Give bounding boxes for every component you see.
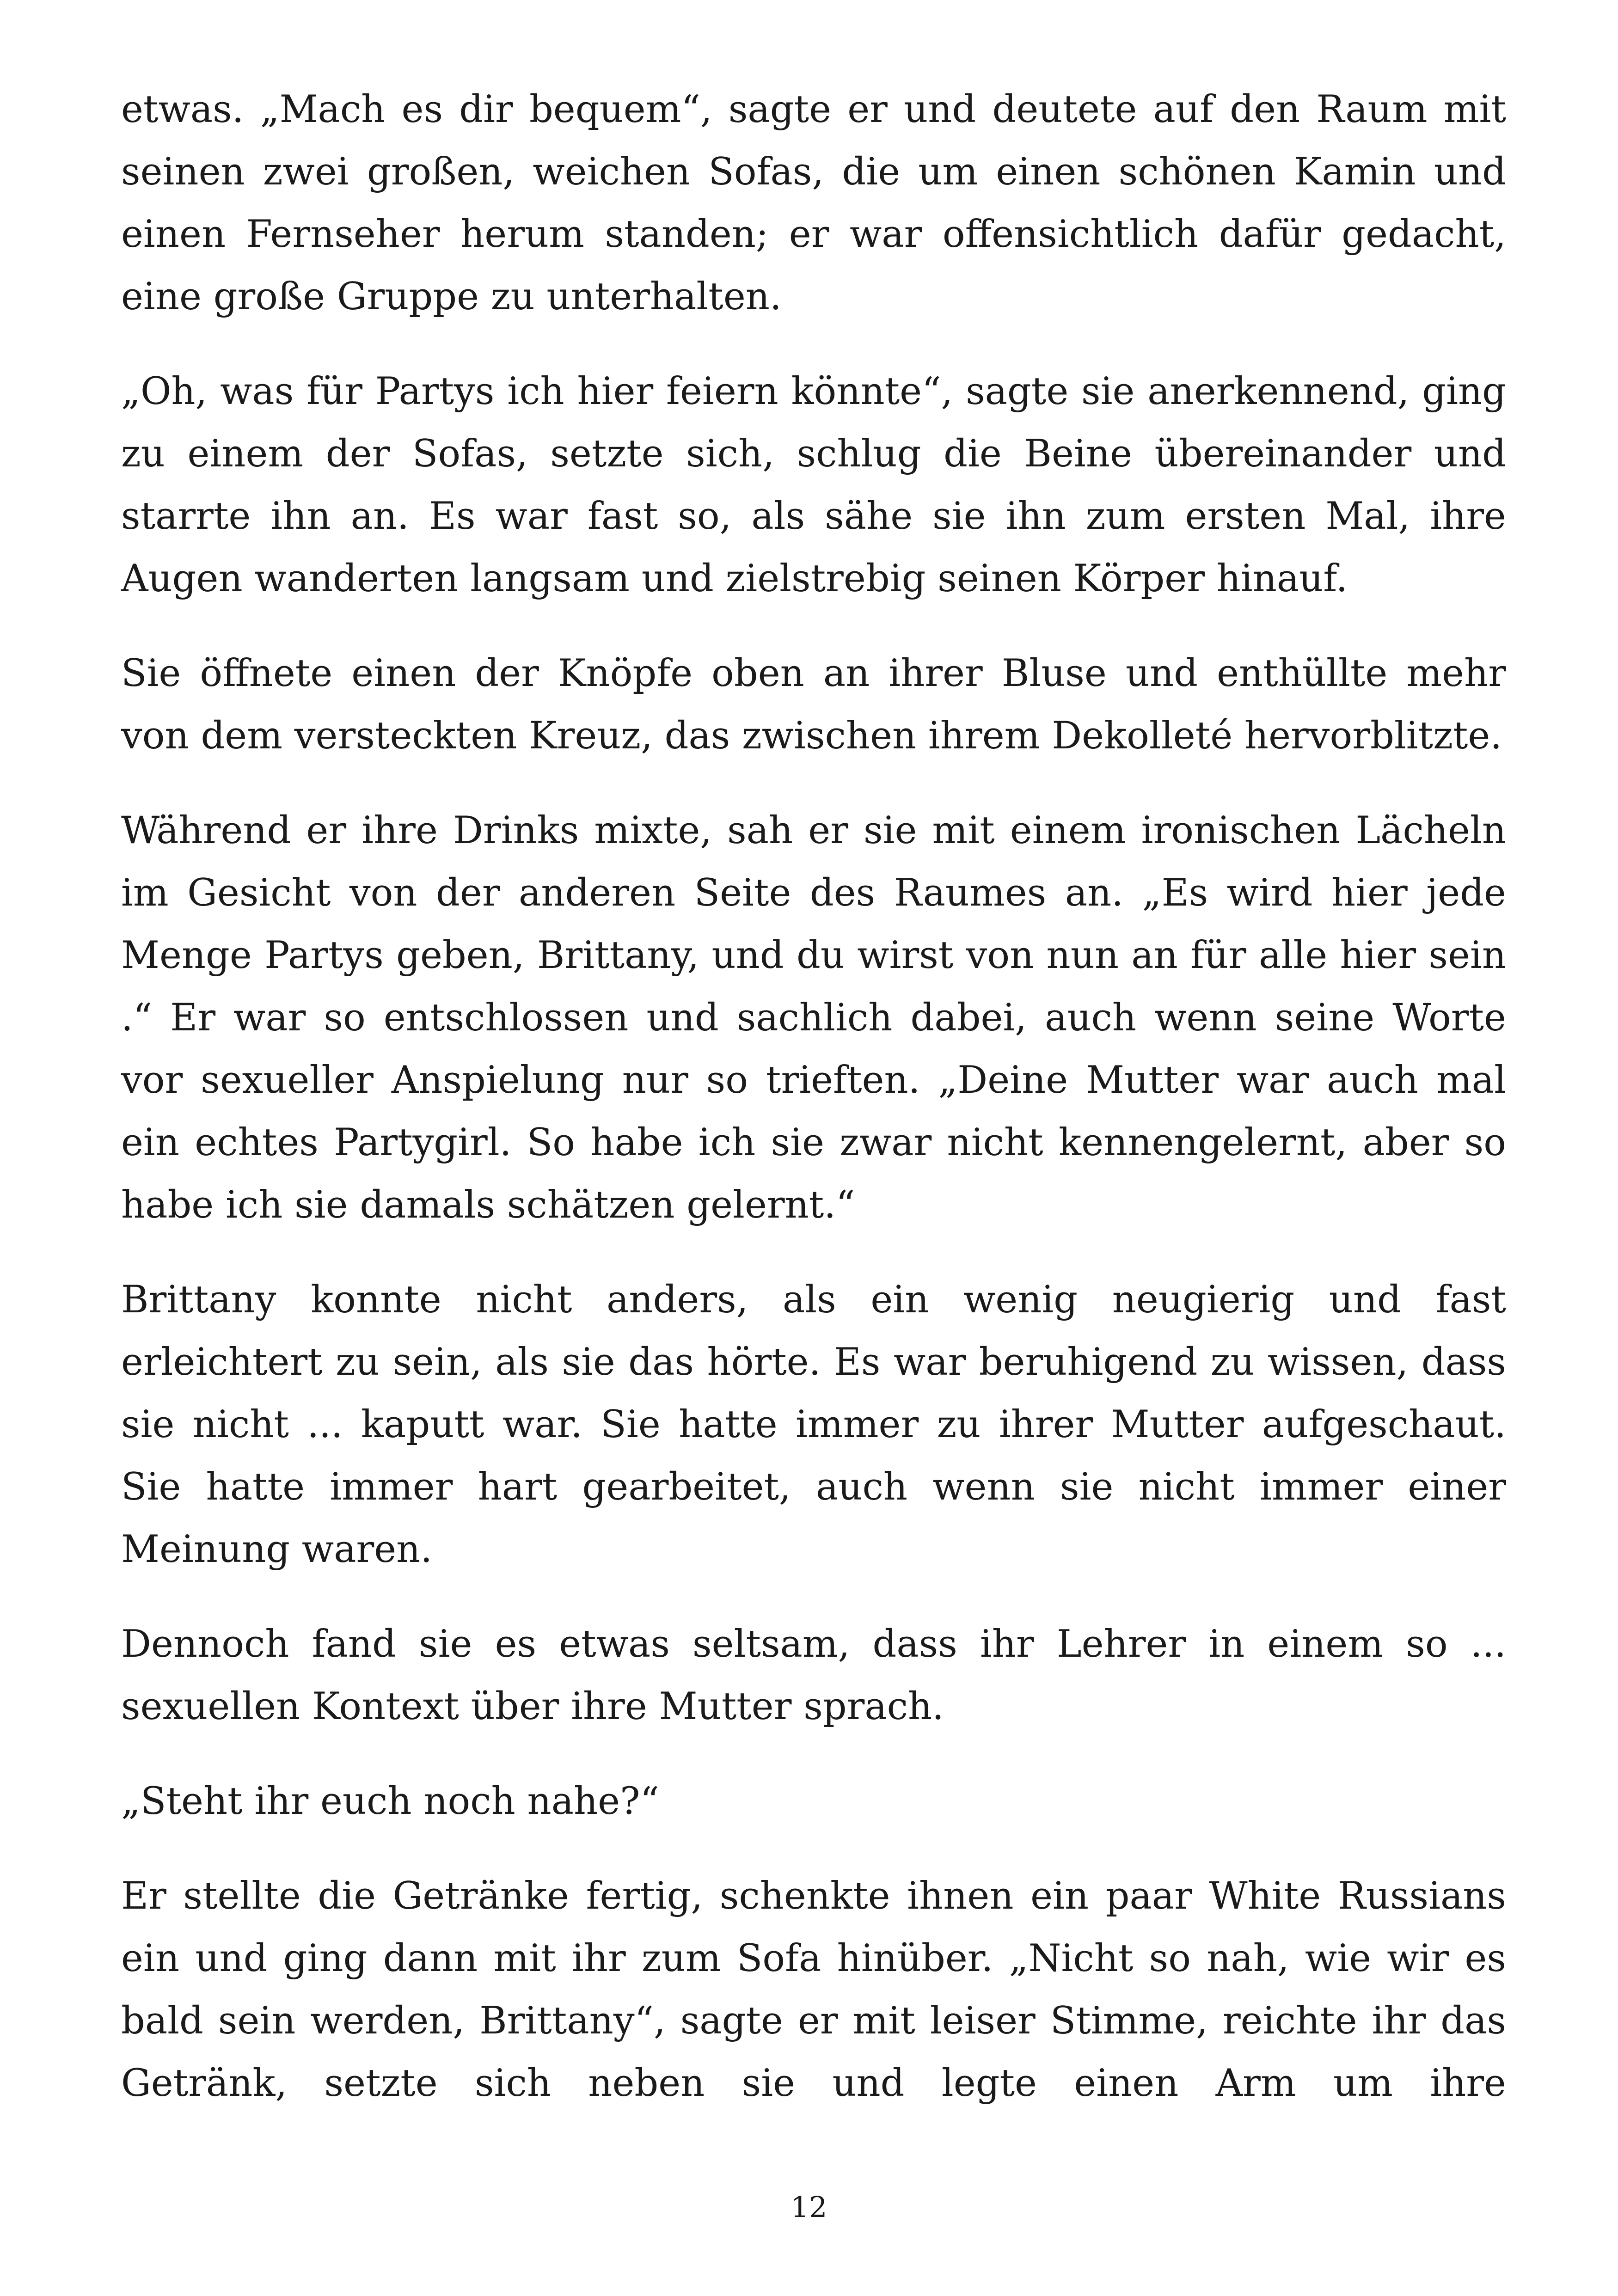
paragraph-5: Brittany konnte nicht anders, als ein wenig neugierig und fast erleichtert zu sein, als sie das hörte. Es war beruhigend zu wissen, dass sie nicht ... kaputt war. Sie hatte immer zu ihrer Mutter aufgeschaut. Sie hatte immer hart gearbeitet, auch wenn sie nicht immer einer Meinung waren. (121, 1278, 1506, 1571)
paragraph-6: Dennoch fand sie es etwas seltsam, dass ihr Lehrer in einem so ... sexuellen Kontext über ihre Mutter sprach. (121, 1623, 1506, 1728)
paragraph-8: Er stellte die Getränke fertig, schenkte ihnen ein paar White Russians ein und ging dann mit ihr zum Sofa hinüber. „Nicht so nah, wie wir es bald sein werden, Brittany“, sagte er mit leiser Stimme, reichte ihr das Getränk, setzte sich neben sie und legte einen Arm um ihre (121, 1874, 1506, 2105)
paragraph-7: „Steht ihr euch noch nahe?“ (121, 1780, 659, 1823)
body-text (121, 79, 1506, 2115)
paragraph-2: „Oh, was für Partys ich hier feiern könnte“, sagte sie anerkennend, ging zu einem der Sofas, setzte sich, schlug die Beine übereinander und starrte ihn an. Es war fast so, als sähe sie ihn zum ersten Mal, ihre Augen wanderten langsam und zielstrebig seinen Körper hinauf. (121, 370, 1506, 600)
page-number: 12 (791, 2190, 827, 2224)
paragraph-1: etwas. „Mach es dir bequem“, sagte er und deutete auf den Raum mit seinen zwei großen, weichen Sofas, die um einen schönen Kamin und einen Fernseher herum standen; er war offensichtlich dafür gedacht, eine große Gruppe zu unterhalten. (121, 88, 1506, 318)
paragraph-4: Während er ihre Drinks mixte, sah er sie mit einem ironischen Lächeln im Gesicht von der anderen Seite des Raumes an. „Es wird hier jede Menge Partys geben, Brittany, und du wirst von nun an für alle hier sein .“ Er war so entschlossen und sachlich dabei, auch wenn seine Worte vor sexueller Anspielung nur so trieften. „Deine Mutter war auch mal ein echtes Partygirl. So habe ich sie zwar nicht kennengelernt, aber so habe ich sie damals schätzen gelernt.“ (121, 809, 1506, 1227)
paragraph-3: Sie öffnete einen der Knöpfe oben an ihrer Bluse und enthüllte mehr von dem versteckten Kreuz, das zwischen ihrem Dekolleté hervorblitzte. (121, 652, 1506, 758)
